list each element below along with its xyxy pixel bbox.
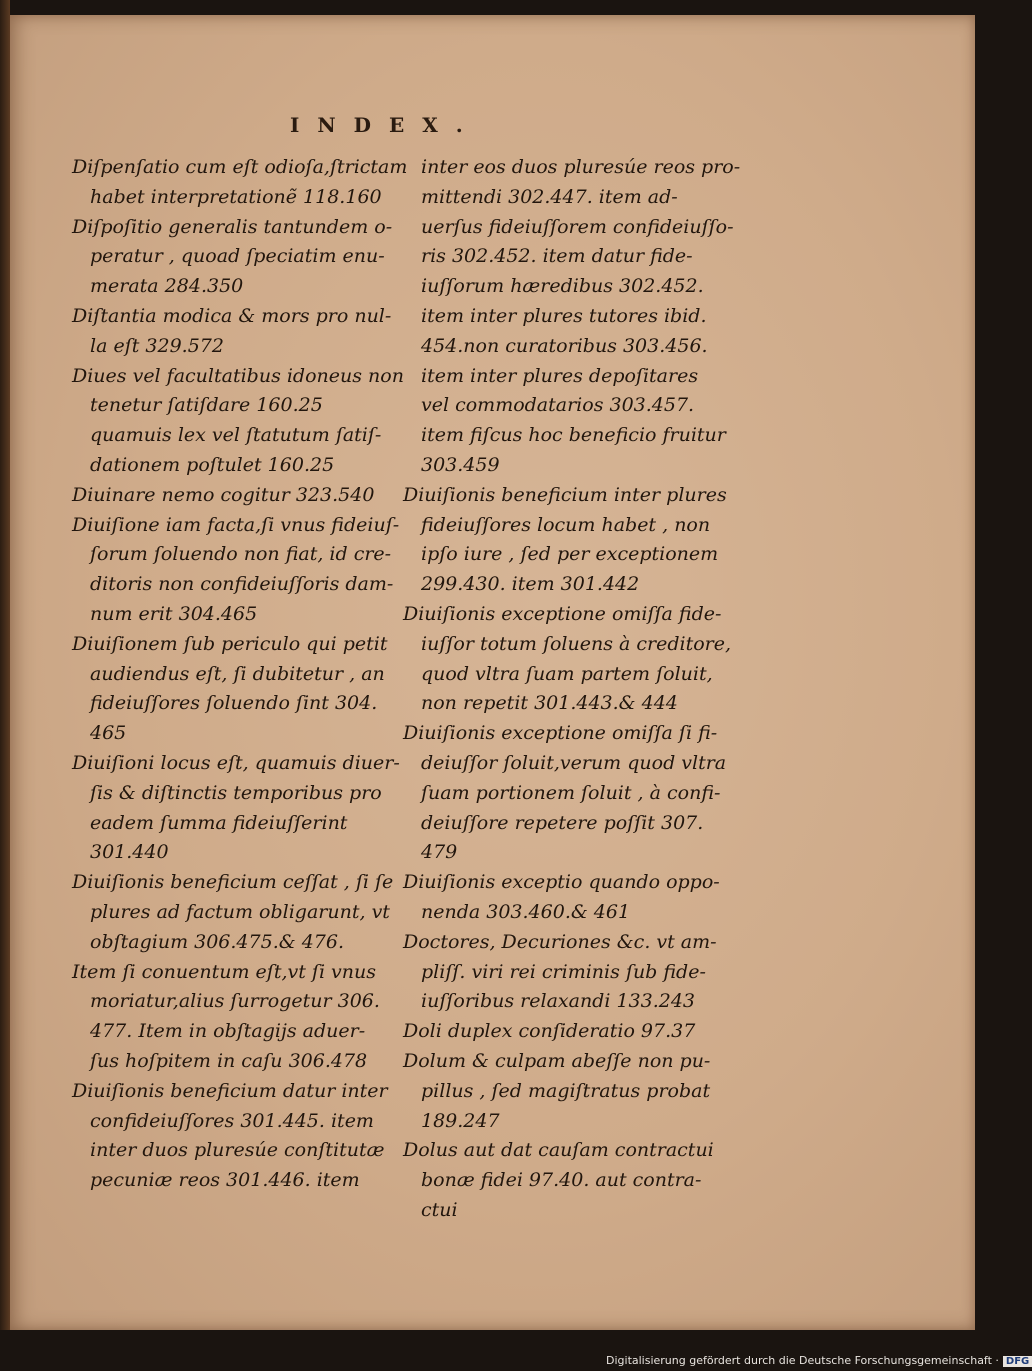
index-line: vel commodatarios 303.457. bbox=[421, 394, 695, 417]
index-line: Diuiſionis exceptione omiſſa fide- bbox=[403, 602, 722, 625]
index-line: ſorum ſoluendo non fiat, id cre- bbox=[90, 543, 392, 566]
index-line: ctui bbox=[421, 1198, 458, 1221]
index-line: pillus , ſed magiſtratus probat bbox=[421, 1079, 711, 1102]
index-line: la eſt 329.572 bbox=[90, 334, 224, 357]
index-line: Dolus aut dat cauſam contractui bbox=[403, 1139, 714, 1162]
index-line: habet interpretationẽ 118.160 bbox=[90, 185, 382, 208]
index-line: bonæ fidei 97.40. aut contra- bbox=[421, 1169, 702, 1192]
index-line: Diuiſionis beneficium datur inter bbox=[72, 1079, 388, 1102]
index-line: 479 bbox=[421, 841, 458, 864]
index-line: ris 302.452. item datur fide- bbox=[421, 245, 693, 268]
index-line: Diues vel facultatibus idoneus non bbox=[72, 364, 404, 387]
index-line: ſus hoſpitem in caſu 306.478 bbox=[90, 1049, 368, 1072]
index-line: deiuſſore repetere poſſit 307. bbox=[421, 811, 704, 834]
index-line: Diuiſionis exceptione omiſſa ſi fi- bbox=[403, 722, 718, 745]
index-line: fideiuſſores ſoluendo ſint 304. bbox=[90, 692, 378, 715]
index-line: Diuiſioni locus eſt, quamuis diuer- bbox=[72, 751, 400, 774]
index-line: plures ad factum obligarunt, vt bbox=[90, 900, 390, 923]
index-line: inter duos pluresúe conſtitutæ bbox=[90, 1139, 385, 1162]
index-line: deiuſſor ſoluit,verum quod vltra bbox=[421, 751, 727, 774]
index-line: Diuiſionis beneficium ceſſat , ſi ſe bbox=[72, 871, 394, 894]
index-line: mittendi 302.447. item ad- bbox=[421, 185, 678, 208]
index-line: pecuniæ reos 301.446. item bbox=[90, 1169, 360, 1192]
index-line: Dolum & culpam abeſſe non pu- bbox=[403, 1049, 711, 1072]
book-binding-edge bbox=[0, 0, 10, 1330]
index-line: iuſſorum hæredibus 302.452. bbox=[421, 275, 704, 298]
index-line: inter eos duos pluresúe reos pro- bbox=[421, 156, 741, 178]
footer-text: Digitalisierung gefördert durch die Deutsche Forschungsgemeinschaft · bbox=[606, 1354, 999, 1367]
index-line: confideiuſſores 301.445. item bbox=[90, 1109, 374, 1132]
index-line: ditoris non confideiuſſoris dam- bbox=[90, 573, 394, 596]
index-line: 189.247 bbox=[421, 1109, 500, 1132]
index-line: audiendus eſt, ſi dubitetur , an bbox=[90, 662, 385, 685]
index-line: item inter plures tutores ibid. bbox=[421, 304, 707, 327]
index-line: item fiſcus hoc beneficio fruitur bbox=[421, 424, 726, 447]
index-line: Item ſi conuentum eſt,vt ſi vnus bbox=[72, 960, 377, 983]
index-line: quod vltra ſuam partem ſoluit, bbox=[421, 662, 713, 685]
index-line: Diſpenſatio cum eſt odioſa,ſtrictam bbox=[72, 156, 408, 178]
index-line: tenetur ſatiſdare 160.25 bbox=[90, 394, 323, 417]
index-line: 301.440 bbox=[90, 841, 169, 864]
index-line: iuſſor totum ſoluens à creditore, bbox=[421, 632, 732, 655]
index-line: uerſus fideiuſſorem confideiuſſo- bbox=[421, 215, 734, 238]
index-line: Diuiſionis exceptio quando oppo- bbox=[403, 871, 720, 894]
index-line: Diſtantia modica & mors pro nul- bbox=[72, 304, 392, 327]
index-line: Diuiſione iam facta,ſi vnus fideiuſ- bbox=[72, 513, 400, 536]
index-line: nenda 303.460.& 461 bbox=[421, 900, 631, 923]
index-line: obſtagium 306.475.& 476. bbox=[90, 930, 344, 953]
index-line: Diſpoſitio generalis tantundem o- bbox=[72, 215, 393, 238]
index-line: ſis & diſtinctis temporibus pro bbox=[90, 781, 382, 804]
index-line: pliſſ. viri rei criminis ſub fide- bbox=[421, 960, 706, 983]
index-line: Doctores, Decuriones &c. vt am- bbox=[403, 930, 717, 953]
index-line: Doli duplex conſideratio 97.37 bbox=[403, 1020, 696, 1043]
index-line: Diuiſionem ſub periculo qui petit bbox=[72, 632, 388, 655]
index-line: item inter plures depoſitares bbox=[421, 364, 699, 387]
index-line: Diuinare nemo cogitur 323.540 bbox=[72, 483, 375, 506]
index-line: eadem ſumma fideiuſſerint bbox=[90, 811, 348, 834]
index-line: merata 284.350 bbox=[90, 275, 244, 298]
index-line: 465 bbox=[90, 722, 127, 745]
index-line: 299.430. item 301.442 bbox=[421, 573, 640, 596]
index-line: ipſo iure , ſed per exceptionem bbox=[421, 543, 719, 566]
index-line: 454.non curatoribus 303.456. bbox=[421, 334, 708, 357]
index-line: iuſſoribus relaxandi 133.243 bbox=[421, 990, 696, 1013]
index-column-left bbox=[72, 153, 408, 1196]
index-line: 477. Item in obſtagijs aduer- bbox=[90, 1020, 366, 1043]
index-line: quamuis lex vel ſtatutum ſatiſ- bbox=[90, 424, 382, 447]
index-line: dationem poſtulet 160.25 bbox=[90, 453, 335, 476]
book-page bbox=[10, 15, 975, 1330]
index-line: fideiuſſores locum habet , non bbox=[421, 513, 711, 536]
index-column-right bbox=[403, 153, 741, 1226]
index-line: num erit 304.465 bbox=[90, 602, 258, 625]
digitization-footer bbox=[606, 1354, 1032, 1367]
index-line: Diuiſionis beneficium inter plures bbox=[403, 483, 727, 506]
index-line: moriatur,alius ſurrogetur 306. bbox=[90, 990, 380, 1013]
index-line: non repetit 301.443.& 444 bbox=[421, 692, 678, 715]
dfg-logo: DFG bbox=[1003, 1356, 1032, 1367]
page-header: INDEX. bbox=[290, 113, 481, 137]
index-line: ſuam portionem ſoluit , à confi- bbox=[421, 781, 721, 804]
index-line: 303.459 bbox=[421, 453, 500, 476]
index-line: peratur , quoad ſpeciatim enu- bbox=[90, 245, 385, 268]
